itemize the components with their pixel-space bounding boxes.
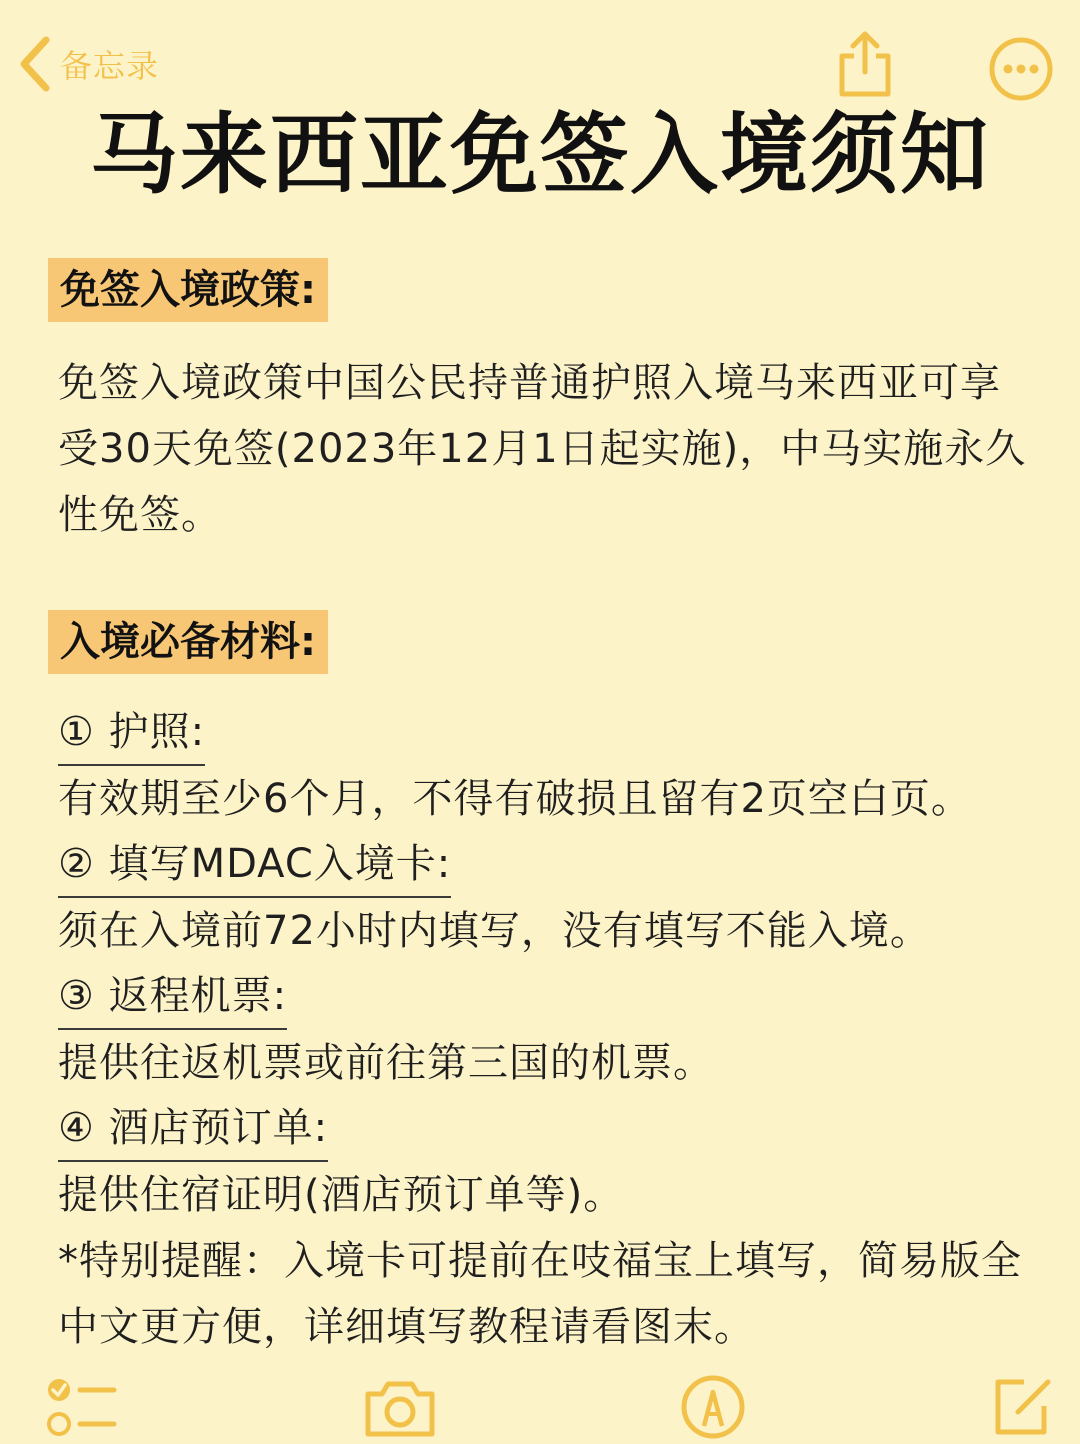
share-button[interactable] <box>834 28 896 100</box>
special-reminder: *特别提醒：入境卡可提前在吱福宝上填写，简易版全中文更方便，详细填写教程请看图末。 <box>58 1238 1022 1350</box>
more-icon <box>988 36 1054 102</box>
item-label-passport: ① 护照: <box>58 700 205 766</box>
policy-paragraph: 免签入境政策中国公民持普通护照入境马来西亚可享受30天免签(2023年12月1日起实施)，中马实施永久性免签。 <box>58 360 1027 538</box>
note-title: 马来西亚免签入境须知 <box>89 103 990 206</box>
compose-icon <box>990 1374 1056 1440</box>
list-item <box>58 964 1038 1096</box>
chevron-left-icon <box>18 36 52 92</box>
checklist-icon <box>44 1376 118 1438</box>
camera-icon <box>360 1376 440 1438</box>
item-label-return-ticket: ③ 返程机票: <box>58 964 287 1030</box>
camera-button[interactable] <box>360 1376 440 1442</box>
item-label-hotel: ④ 酒店预订单: <box>58 1096 328 1162</box>
item-text-hotel: 提供住宿证明(酒店预订单等)。 <box>58 1172 625 1218</box>
checklist-button[interactable] <box>44 1376 118 1442</box>
list-item <box>58 832 1038 964</box>
back-button[interactable] <box>18 36 159 92</box>
share-icon <box>834 28 896 100</box>
back-label: 备忘录 <box>60 47 160 85</box>
materials-list <box>58 700 1038 1360</box>
list-item <box>58 1096 1038 1228</box>
markup-pen-icon <box>680 1374 746 1440</box>
list-item <box>58 700 1038 832</box>
item-text-return-ticket: 提供往返机票或前往第三国的机票。 <box>58 1040 714 1086</box>
compose-button[interactable] <box>990 1374 1056 1444</box>
section-heading-policy: 免签入境政策: <box>48 258 328 322</box>
top-toolbar <box>0 0 1080 110</box>
more-button[interactable] <box>988 36 1054 102</box>
section-heading-materials: 入境必备材料: <box>48 610 328 674</box>
item-label-mdac: ② 填写MDAC入境卡: <box>58 832 451 898</box>
item-text-passport: 有效期至少6个月，不得有破损且留有2页空白页。 <box>58 776 972 822</box>
item-text-mdac: 须在入境前72小时内填写，没有填写不能入境。 <box>58 908 931 954</box>
bottom-toolbar <box>0 1370 1080 1443</box>
markup-button[interactable] <box>680 1374 746 1444</box>
